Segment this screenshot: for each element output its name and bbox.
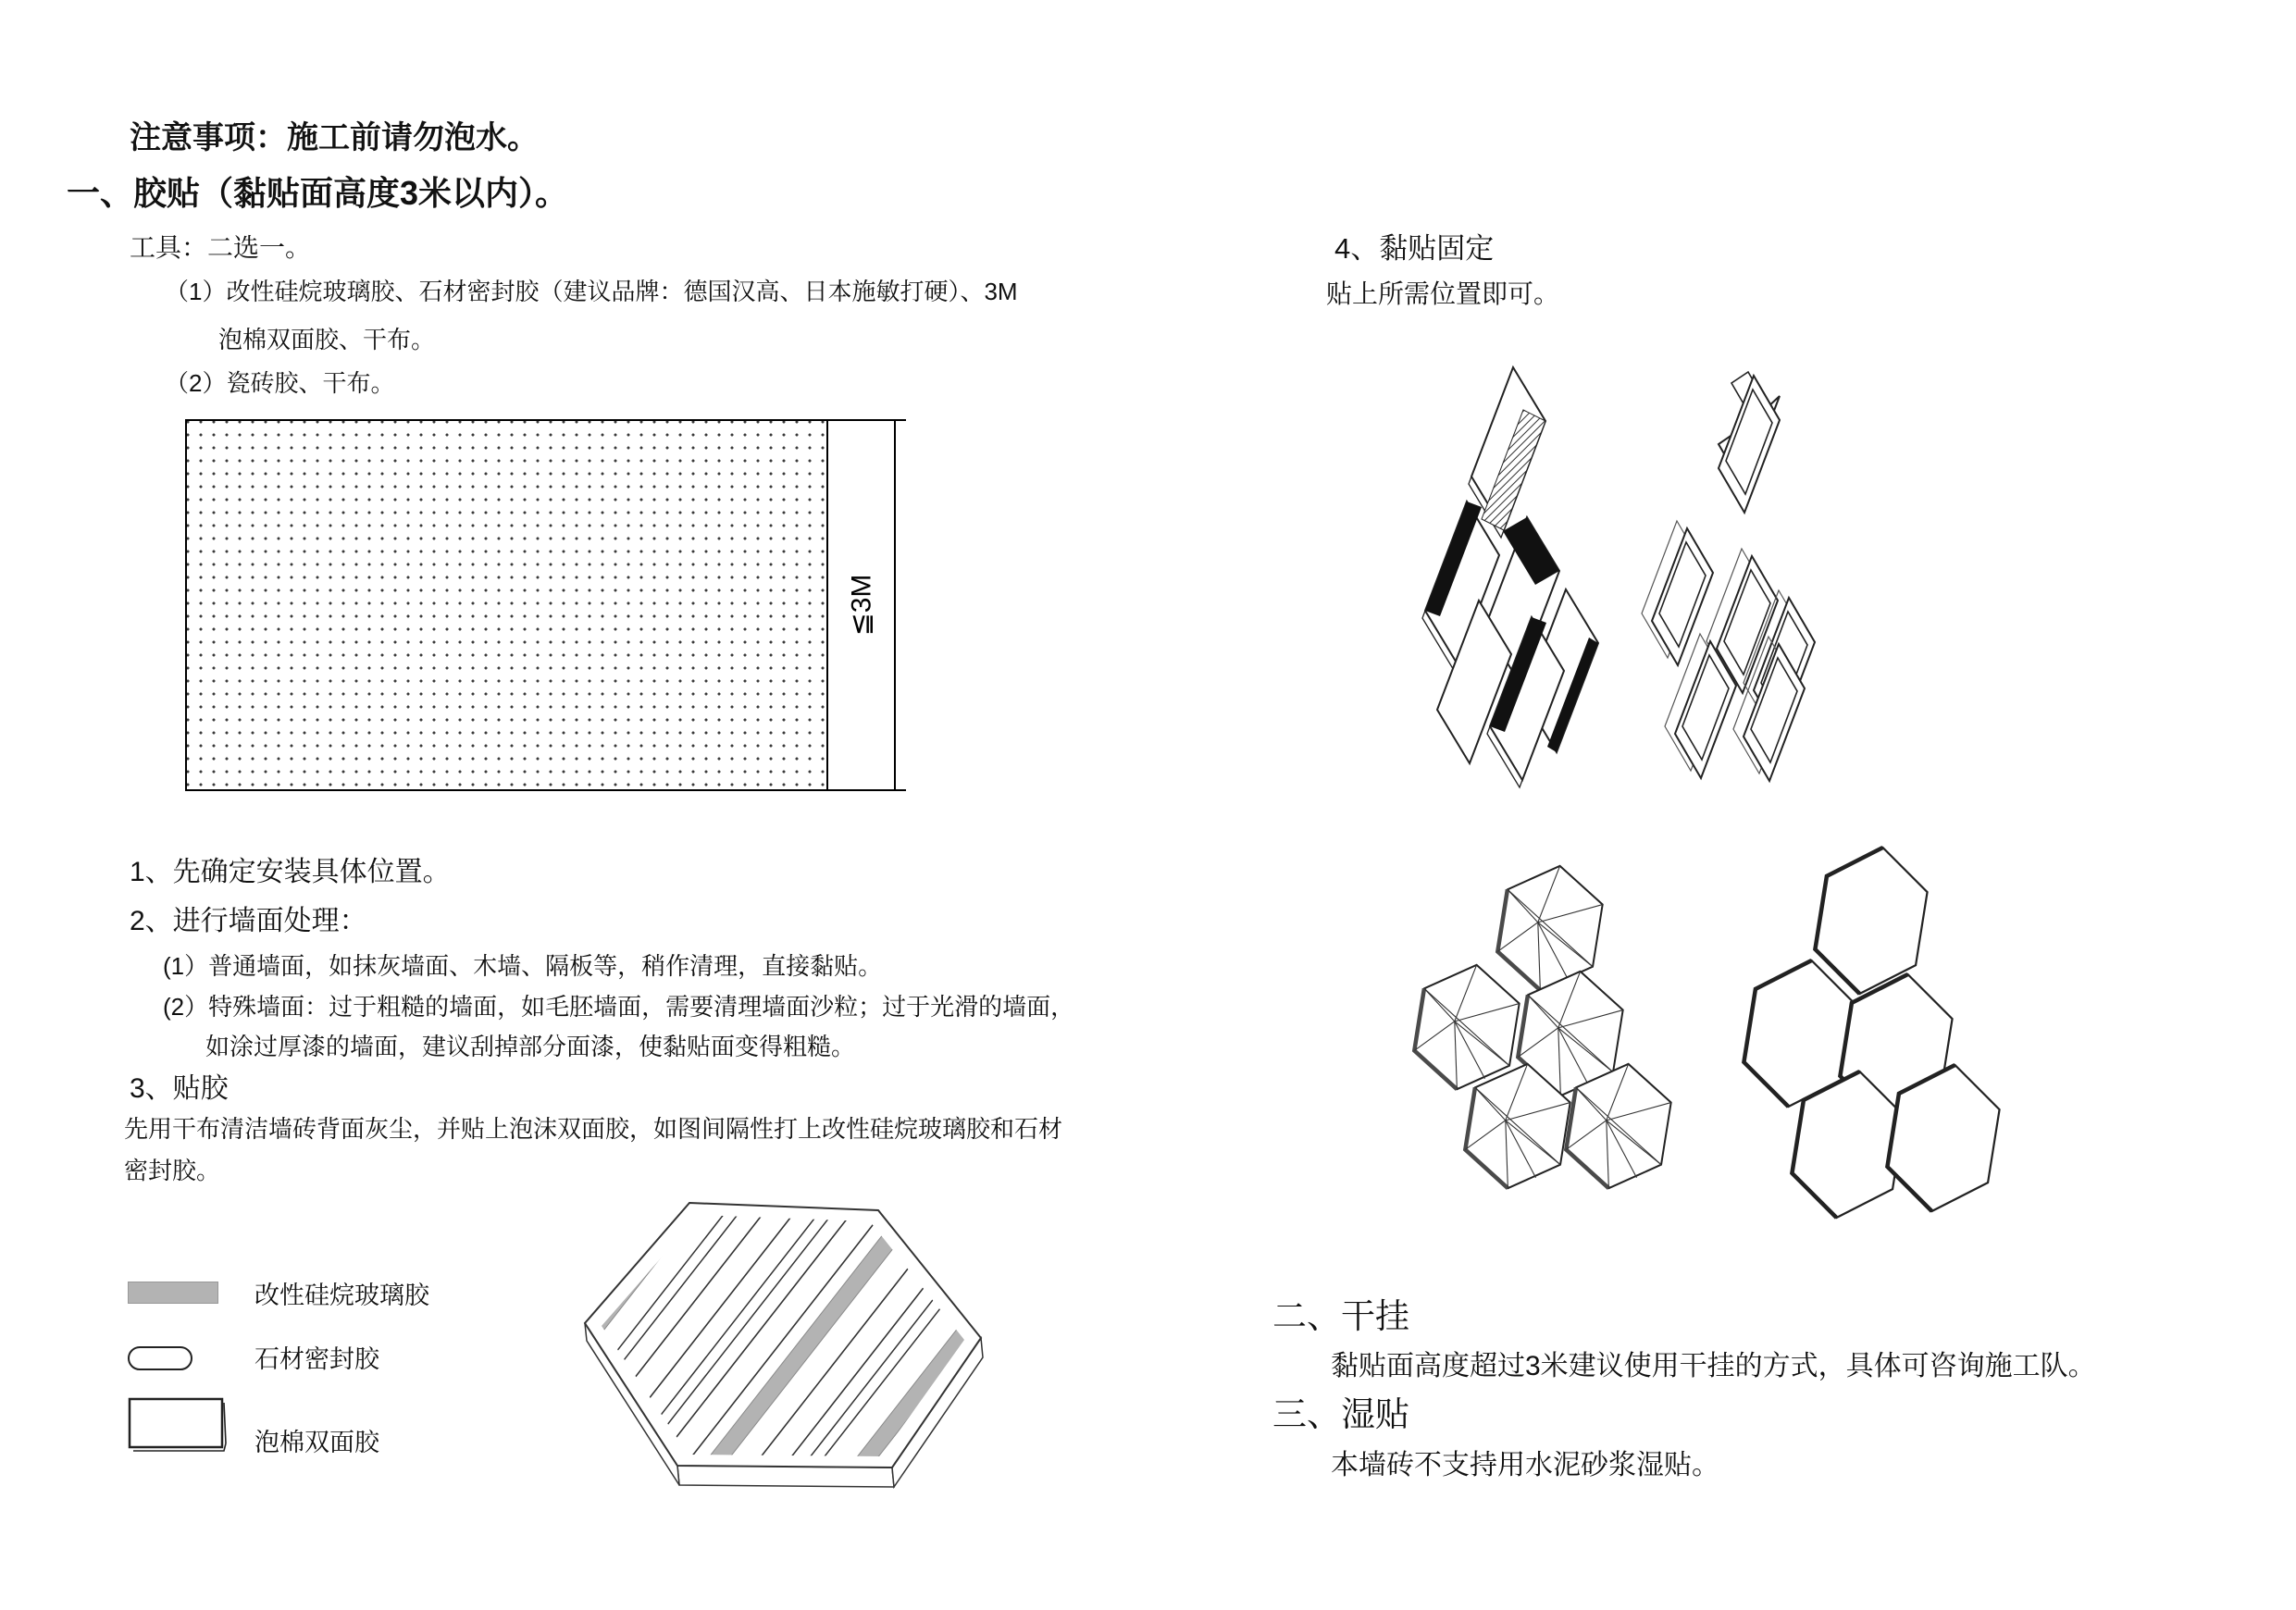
section-wet-paste-body: 本墙砖不支持用水泥砂浆湿贴。 bbox=[1331, 1450, 1719, 1480]
tool-option-1-line-1: （1）改性硅烷玻璃胶、石材密封胶（建议品牌：德国汉高、日本施敏打硬）、3M bbox=[165, 278, 1018, 305]
legend-label-stone-sealant: 石材密封胶 bbox=[254, 1345, 379, 1373]
hexagon-tiles-plain-diagram bbox=[1744, 842, 1996, 1223]
legend-swatch-foam-tape bbox=[128, 1397, 231, 1458]
glue-pattern-tile-diagram bbox=[576, 1187, 997, 1516]
hexagon-tiles-faceted-diagram bbox=[1411, 856, 1670, 1198]
legend-label-silane-glue: 改性硅烷玻璃胶 bbox=[254, 1282, 429, 1309]
tool-option-2: （2）瓷砖胶、干布。 bbox=[165, 369, 395, 397]
legend-swatch-stone-sealant bbox=[128, 1346, 192, 1370]
section-dry-hang-heading: 二、干挂 bbox=[1272, 1297, 1409, 1335]
step-2-item-2-line-1: (2）特殊墙面：过于粗糙的墙面，如毛胚墙面，需要清理墙面沙粒；过于光滑的墙面， bbox=[163, 993, 1075, 1021]
step-1-text: 1、先确定安装具体位置。 bbox=[130, 857, 451, 887]
step-2-item-1: (1）普通墙面，如抹灰墙面、木墙、隔板等，稍作清理，直接黏贴。 bbox=[163, 952, 883, 980]
wall-panel-diagram bbox=[185, 419, 828, 791]
section-dry-hang-body: 黏贴面高度超过3米建议使用干挂的方式，具体可咨询施工队。 bbox=[1331, 1351, 2096, 1381]
step-3-body-line-2: 密封胶。 bbox=[124, 1157, 221, 1184]
section-glue-heading: 一、胶贴（黏贴面高度3米以内）。 bbox=[67, 174, 569, 212]
section-wet-paste-heading: 三、湿贴 bbox=[1272, 1395, 1409, 1433]
tool-option-1-line-2: 泡棉双面胶、干布。 bbox=[218, 326, 436, 353]
tools-intro: 工具：二选一。 bbox=[130, 233, 312, 262]
rhombus-tiles-solid-diagram bbox=[1421, 356, 1606, 782]
step-3-heading: 3、贴胶 bbox=[130, 1073, 229, 1104]
step-2-text: 2、进行墙面处理： bbox=[130, 906, 367, 936]
notice-text: 注意事项：施工前请勿泡水。 bbox=[130, 120, 539, 155]
step-2-item-2-line-2: 如涂过厚漆的墙面，建议刮掉部分面漆，使黏贴面变得粗糙。 bbox=[205, 1033, 856, 1060]
legend-swatch-silane-glue bbox=[128, 1282, 218, 1304]
dimension-line bbox=[894, 419, 896, 791]
step-4-body: 贴上所需位置即可。 bbox=[1326, 279, 1560, 308]
step-3-body-line-1: 先用干布清洁墙砖背面灰尘，并贴上泡沫双面胶，如图间隔性打上改性硅烷玻璃胶和石材 bbox=[124, 1115, 1063, 1143]
height-dimension-label: ≦3M bbox=[846, 574, 877, 637]
step-4-heading: 4、黏贴固定 bbox=[1334, 232, 1495, 265]
legend-label-foam-tape: 泡棉双面胶 bbox=[254, 1429, 379, 1456]
rhombus-tiles-frame-diagram bbox=[1638, 365, 1823, 791]
height-dimension bbox=[828, 419, 906, 791]
